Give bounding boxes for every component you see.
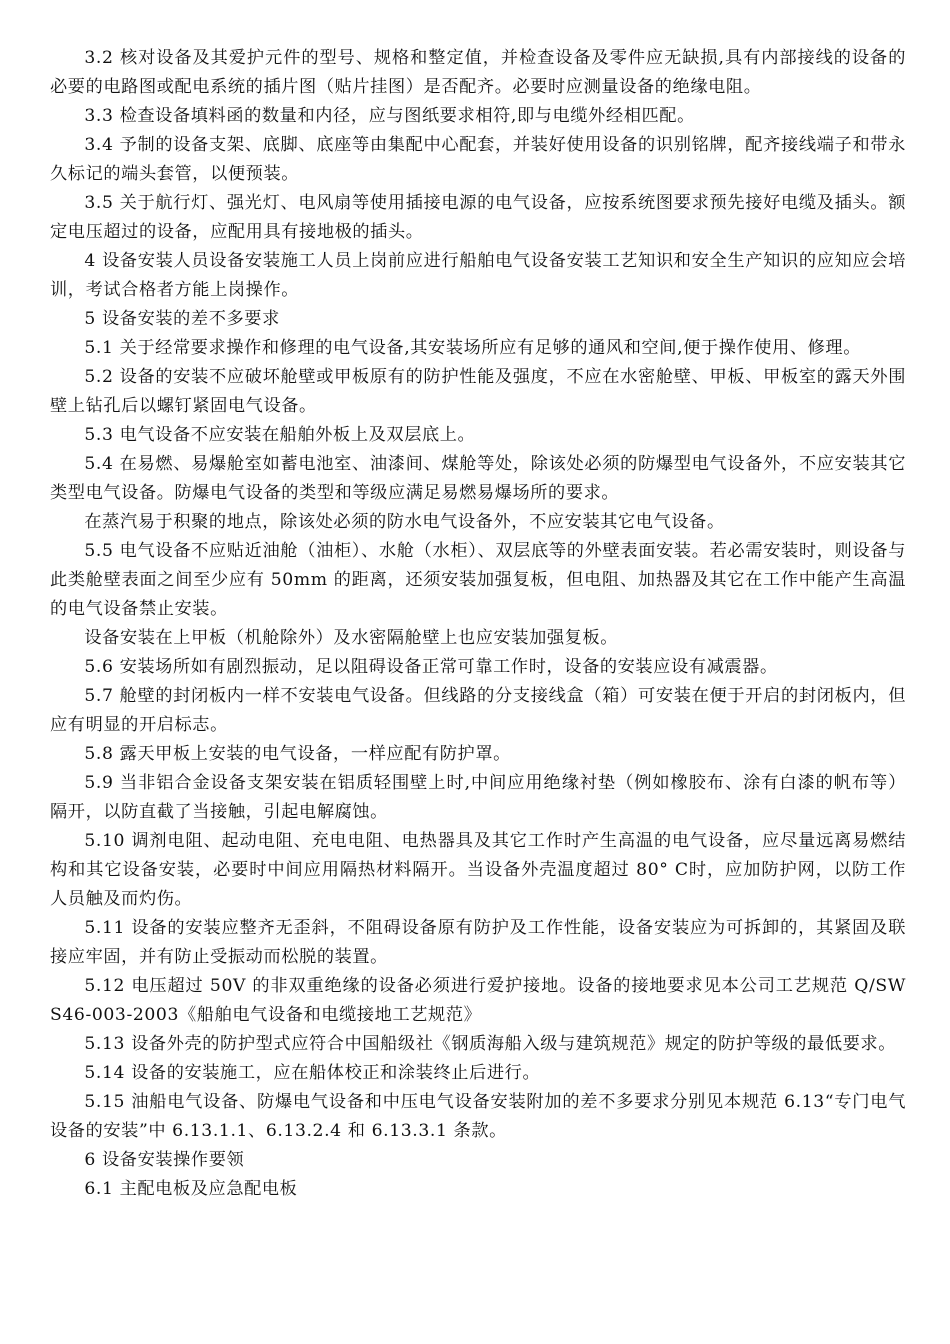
paragraph-5-6: 5.6 安装场所如有剧烈振动，足以阻碍设备正常可靠工作时，设备的安装应设有减震器。 [84,657,778,677]
section-heading-6-1: 6.1 主配电板及应急配电板 [84,1179,298,1199]
paragraph-5-5-cont: 设备安装在上甲板（机舱除外）及水密隔舱壁上也应安装加强复板。 [84,628,619,648]
paragraph-5-4: 5.4 在易燃、易爆舱室如蓄电池室、油漆间、煤舱等处，除该处必须的防爆型电气设备外，不应安装其它类型电气设备。防爆电气设备的类型和等级应满足易燃易爆场所的要求。 [50,454,906,503]
paragraph-5-13: 5.13 设备外壳的防护型式应符合中国船级社《钢质海船入级与建筑规范》规定的防护等级的最低要求。 [84,1034,896,1054]
section-heading-6: 6 设备安装操作要领 [84,1150,245,1170]
paragraph-3-3: 3.3 检查设备填料函的数量和内径，应与图纸要求相符,即与电缆外经相匹配。 [84,106,695,126]
section-heading-5: 5 设备安装的差不多要求 [84,309,280,329]
paragraph-5-8: 5.8 露天甲板上安装的电气设备，一样应配有防护罩。 [84,744,511,764]
paragraph-5-9: 5.9 当非铝合金设备支架安装在铝质轻围壁上时,中间应用绝缘衬垫（例如橡胶布、涂有白漆的帆布等）隔开，以防直截了当接触，引起电解腐蚀。 [50,773,906,822]
paragraph-5-10: 5.10 调剂电阻、起动电阻、充电电阻、电热器具及其它工作时产生高温的电气设备，应尽量远离易燃结构和其它设备安装，必要时中间应用隔热材料隔开。当设备外壳温度超过 80° C时，应加防护网，以防工作人员触及而灼伤。 [50,831,906,909]
paragraph-5-3: 5.3 电气设备不应安装在船舶外板上及双层底上。 [84,425,476,445]
paragraph-3-2: 3.2 核对设备及其爱护元件的型号、规格和整定值，并检查设备及零件应无缺损,具有内部接线的设备的必要的电路图或配电系统的插片图（贴片挂图）是否配齐。必要时应测量设备的绝缘电阻。 [50,48,906,97]
document-page [50,44,906,1204]
paragraph-5-1: 5.1 关于经常要求操作和修理的电气设备,其安装场所应有足够的通风和空间,便于操作使用、修理。 [84,338,862,358]
paragraph-4: 4 设备安装人员设备安装施工人员上岗前应进行船舶电气设备安装工艺知识和安全生产知识的应知应会培训，考试合格者方能上岗操作。 [50,251,906,300]
paragraph-5-7: 5.7 舱壁的封闭板内一样不安装电气设备。但线路的分支接线盒（箱）可安装在便于开启的封闭板内，但应有明显的开启标志。 [50,686,906,735]
paragraph-5-11: 5.11 设备的安装应整齐无歪斜，不阻碍设备原有防护及工作性能，设备安装应为可拆卸的，其紧固及联接应牢固，并有防止受振动而松脱的装置。 [50,918,906,967]
paragraph-5-12: 5.12 电压超过 50V 的非双重绝缘的设备必须进行爱护接地。设备的接地要求见本公司工艺规范 Q/SWS46-003-2003《船舶电气设备和电缆接地工艺规范》 [50,976,906,1025]
paragraph-5-14: 5.14 设备的安装施工，应在船体校正和涂装终止后进行。 [84,1063,541,1083]
paragraph-5-2: 5.2 设备的安装不应破坏舱壁或甲板原有的防护性能及强度，不应在水密舱壁、甲板、甲板室的露天外围壁上钻孔后以螺钉紧固电气设备。 [50,367,906,416]
paragraph-5-4-cont: 在蒸汽易于积聚的地点，除该处必须的防水电气设备外，不应安装其它电气设备。 [84,512,725,532]
paragraph-5-5: 5.5 电气设备不应贴近油舱（油柜）、水舱（水柜）、双层底等的外壁表面安装。若必需安装时，则设备与此类舱壁表面之间至少应有 50mm 的距离，还须安装加强复板，但电阻、加热器及其它在工作中能产生高温的电气设备禁止安装。 [50,541,906,619]
paragraph-5-15: 5.15 油船电气设备、防爆电气设备和中压电气设备安装附加的差不多要求分别见本规范 6.13“专门电气设备的安装”中 6.13.1.1、6.13.2.4 和 6.13.3.1 条款。 [50,1092,906,1141]
paragraph-3-4: 3.4 予制的设备支架、底脚、底座等由集配中心配套，并装好使用设备的识别铭牌，配齐接线端子和带永久标记的端头套管，以便预装。 [50,135,906,184]
paragraph-3-5: 3.5 关于航行灯、强光灯、电风扇等使用插接电源的电气设备，应按系统图要求预先接好电缆及插头。额定电压超过的设备，应配用具有接地极的插头。 [50,193,906,242]
